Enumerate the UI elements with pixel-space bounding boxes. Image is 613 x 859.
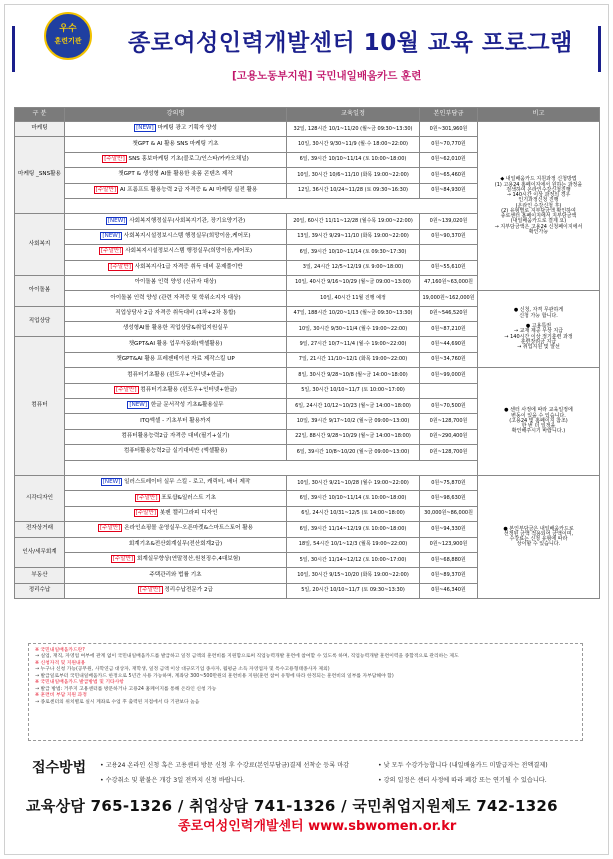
- info-text: → 실업, 재직, 자영업 여부에 관계 없이 국민내일배움카드를 발급하고 일정 금액의 훈련비를 지원함으로써 직업능력개발 훈련에 참여할 수 있도록 하며, 직업능력개발 훈련이력을 종합적으로 관리하는 제도: [35, 654, 459, 660]
- course-cell: [65, 137, 287, 152]
- program-table: [14, 107, 600, 599]
- fee-cell: 0원~65,460원: [420, 168, 478, 183]
- info-text: → 누구나 신청 가능(공무원, 사학연금 대상자, 재학생, 일정 금액 이상 대규모기업 종사자, 월평균 소득 자영업자 및 특수고용형태종사자 제외): [35, 667, 330, 673]
- info-heading: ※ 훈련비 부담 지원 과정: [35, 693, 87, 699]
- category-cell: 컴퓨터: [15, 337, 65, 476]
- course-hours: 10일, 39시간: [296, 417, 328, 424]
- remark-cell: ● 본인부담금은 내일배움카드로 선정된 금액 적용되어 금액이며, 수강료는 신청 유형에 따라 상이할 수 있습니다.: [478, 475, 600, 598]
- schedule-cell: [287, 275, 420, 290]
- category-cell: 마케팅: [15, 122, 65, 137]
- course-hours: 13일, 39시간: [297, 233, 328, 240]
- course-name: 일러스트레이터 실무 스킬 - 로고, 캐릭터, 배너 제작: [124, 479, 251, 486]
- new-badge: [NEW]: [129, 402, 148, 409]
- course-cell: [65, 414, 287, 429]
- course-cell: [65, 445, 287, 460]
- fee-cell: 0원~301,960원: [420, 122, 478, 137]
- schedule-cell: [287, 322, 420, 337]
- logo-text-top: 우수: [59, 24, 77, 34]
- fee-cell: [420, 245, 478, 260]
- fee-cell: 0원~84,930원: [420, 183, 478, 198]
- apply-line-1-left: • 고용24 온라인 신청 혹은 고용센터 방문 신청 후 수강료(본인부담금)결제 선착순 등록 마감: [100, 762, 350, 769]
- course-hours: 10일, 40시간: [320, 294, 351, 301]
- course-schedule: 10/1~11/20 (월~금 09:30~13:30): [328, 125, 413, 132]
- table-row: [15, 475, 600, 490]
- info-text: → 발급일로부터 국민내일배움카드 한정으로 5년간 사용 가능하며, 계좌당 300~500만원의 훈련비용 지원(훈련 참여 유형에 따라 한정되는 훈련비의 일부를 자부담해야 함): [35, 673, 394, 679]
- course-name: 컴퓨터활용능력2급 실기대비반 (엑셀활용): [123, 448, 228, 455]
- schedule-cell: [287, 414, 420, 429]
- course-cell: [65, 368, 287, 383]
- course-schedule: 10/10~11/14 (토 10:00~18:00): [328, 494, 407, 501]
- fee-cell: 30,000원~86,000원: [420, 506, 478, 521]
- course-hours: 6일, 39시간: [299, 156, 327, 163]
- course-schedule: 10/20~1/13 (월~금 09:30~13:30): [328, 310, 413, 317]
- card-info-box: [28, 643, 583, 741]
- course-hours: 18일, 54시간: [298, 541, 330, 548]
- course-schedule: 12/5~12/19 (토 9:00~18:00): [331, 264, 404, 271]
- schedule-cell: [287, 122, 420, 137]
- course-hours: 3일, 24시간: [302, 264, 331, 271]
- course-name: 정리수납전문가 2급: [164, 586, 213, 593]
- category-cell: 부동산: [15, 568, 65, 583]
- contact-phones: 교육상담 765-1326 / 취업상담 741-1326 / 국민취업지원제도 742-1326: [26, 797, 558, 815]
- course-schedule: 10/10~11/7 (토 09:30~13:30): [330, 587, 405, 594]
- table-row: [15, 368, 600, 383]
- fee-cell: 0원~128,700원: [420, 445, 478, 460]
- weekend-badge: [주말반]: [140, 586, 161, 593]
- table-row: [15, 460, 600, 475]
- schedule-cell: [287, 537, 420, 552]
- course-cell: [65, 552, 287, 567]
- schedule-cell: [287, 306, 420, 321]
- course-cell: [65, 568, 287, 583]
- course-schedule: 9/30~11/9 (월·수 18:00~22:00): [330, 140, 408, 147]
- schedule-cell: [287, 552, 420, 567]
- course-name: 챗GPT&AI 활용 프레젠테이션 자료 제작스킬 UP: [116, 356, 235, 363]
- schedule-cell: [287, 260, 420, 275]
- course-schedule: 11월 진행 예정: [352, 294, 386, 301]
- fee-cell: 0원~62,010원: [420, 152, 478, 167]
- fee-cell: 0원~70,770원: [420, 137, 478, 152]
- course-cell: [65, 583, 287, 598]
- category-cell: 정리수납: [15, 583, 65, 598]
- course-name: ITQ엑셀 - 기초부터 활용까지: [140, 417, 211, 424]
- course-cell: [65, 260, 287, 275]
- table-header-row: [15, 108, 600, 122]
- course-hours: 10일, 30시간: [298, 325, 330, 332]
- schedule-cell: [287, 583, 420, 598]
- apply-line-1-right: • 낮 모두 수강가능합니다 (내일배움카드 미발급자는 전액결제): [378, 762, 548, 769]
- course-cell: [65, 229, 287, 244]
- fee-cell: 0원~99,000원: [420, 368, 478, 383]
- weekend-badge: [주말반]: [99, 525, 121, 532]
- weekend-badge: [주말반]: [95, 186, 117, 193]
- course-hours: 5일, 20시간: [301, 587, 329, 594]
- new-badge: [NEW]: [102, 233, 121, 239]
- excellence-badge-logo: [44, 12, 92, 60]
- course-schedule: 9/28~10/8 (월~금 14:00~18:00): [327, 371, 408, 378]
- course-cell: [65, 152, 287, 167]
- weekend-badge: [주말반]: [100, 248, 122, 255]
- course-cell: [65, 475, 287, 490]
- course-schedule: 11/10~12/1 (화목 19:00~22:00): [327, 356, 408, 363]
- schedule-cell: [287, 291, 420, 306]
- course-name: 회계실무향상(연말정산,원천징수,4대보험): [137, 556, 241, 563]
- course-hours: 10일, 30시간: [297, 479, 328, 486]
- course-name: 봇펜 캘리그라피 디자인: [159, 510, 218, 517]
- course-cell: [65, 337, 287, 352]
- course-cell: [65, 322, 287, 337]
- fee-cell: 0원~139,020원: [420, 214, 478, 229]
- category-cell: 인사/세무회계: [15, 537, 65, 568]
- course-schedule: 10/24~11/28 (토 09:30~16:30): [330, 187, 408, 194]
- new-badge: [NEW]: [136, 125, 154, 132]
- schedule-cell: [287, 352, 420, 367]
- title-bar-right: [598, 26, 601, 72]
- schedule-cell: [287, 399, 420, 414]
- course-cell: [65, 168, 287, 183]
- course-name: 챗GPT&AI 활용 업무자동화(엑셀활용): [128, 340, 223, 347]
- course-cell: [65, 306, 287, 321]
- fee-cell: 47,160원~63,000원: [420, 275, 478, 290]
- course-name: 컴퓨터활용능력2급 자격증 대비(필기+실기): [121, 433, 230, 440]
- fee-cell: 0원~128,700원: [420, 414, 478, 429]
- course-hours: 6일, 39시간: [296, 448, 324, 455]
- apply-method-title: 접수방법: [32, 760, 87, 776]
- course-name: 직업상담사 2급 자격증 취득대비 (1차+2차 통합): [115, 309, 236, 316]
- course-schedule: 10/6~11/10 (화목 19:00~22:00): [329, 171, 409, 178]
- weekend-badge: [주말반]: [110, 263, 131, 270]
- remark-cell: ◆ 내일배움카드 지원과정 신청방법 (1) 고용24 홈페이지에서 원하는 과정을 검색하여 온라인수강신청진행 → 140시간 이상 과정의 경우 인기과정신청 진행 (온라인 수강신청 후) (2) 유형별로 지부담금액 확인하여 종로센터 홈페이지에서 지부담금액 (내일배움카드로 결제 요) → 지부담금액은 고용24 신청페이지에서 확인가능: [478, 122, 600, 291]
- info-text: → 종로센터의 위치별로 실시 계좌로 수업 후 출력된 지점에서 타 기관보다 높음: [35, 699, 200, 705]
- fee-cell: [420, 383, 478, 398]
- fee-cell: 0원~123,900원: [420, 537, 478, 552]
- category-cell: 시각디자인: [15, 475, 65, 521]
- course-schedule: 10/10~11/7 (토 10:00~17:00): [330, 387, 405, 394]
- page-title: 종로여성인력개발센터 10월 교육 프로그램: [128, 30, 573, 56]
- new-badge: [NEW]: [107, 217, 126, 224]
- weekend-badge: [주말반]: [116, 386, 137, 393]
- course-schedule: 9/29~11/10 (화목 19:00~22:00): [329, 233, 409, 240]
- weekend-badge: [주말반]: [136, 494, 158, 501]
- fee-cell: 0원~34,760원: [420, 352, 478, 367]
- course-name: 챗GPT & 생성형 AI를 활용한 숏폼 콘텐츠 제작: [118, 171, 233, 178]
- course-schedule: 11/14~12/19 (토 10:00~18:00): [328, 525, 407, 532]
- schedule-cell: [287, 491, 420, 506]
- course-schedule: 9/30~11/4 (월수 19:00~22:00): [330, 325, 408, 332]
- course-hours: 6일, 39시간: [299, 525, 327, 532]
- course-name: 사회복지시설정보시스템 행정실무(희망이음,케어포): [125, 248, 253, 255]
- website-link[interactable]: 종로여성인력개발센터 www.sbwomen.or.kr: [178, 819, 457, 834]
- header-course: 강의명: [65, 108, 287, 122]
- course-schedule: 10/31~12/5 (토 14:00~18:00): [330, 510, 405, 517]
- course-name: 온라인쇼핑몰 운영실무-오픈마켓&스마트스토어 활용: [124, 525, 254, 532]
- course-hours: 5일, 30시간: [301, 387, 329, 394]
- fee-cell: 0원~90,370원: [420, 229, 478, 244]
- fee-cell: 0원~70,500원: [420, 399, 478, 414]
- course-hours: 5일, 30시간: [299, 556, 327, 563]
- course-hours: 32일, 128시간: [293, 125, 328, 132]
- info-heading: ※ 국민내일배움카드란?: [35, 648, 85, 653]
- title-bar-left: [12, 26, 15, 72]
- schedule-cell: [287, 522, 420, 537]
- info-heading: ※ 국민내일배움카드 발급방법 및 기타사항: [35, 680, 124, 686]
- course-name: 사회복지행정실무(사회복지기관, 장기요양기관): [129, 217, 246, 224]
- course-schedule: 11/11~12/28 (월수목 19:00~22:00): [325, 217, 413, 224]
- course-schedule: 9/16~10/29 (월~금 09:00~13:00): [327, 279, 411, 286]
- course-hours: 12일, 36시간: [298, 187, 329, 194]
- course-name: 사회복지사1급 자격증 취득 대비 문제풀이반: [134, 263, 243, 270]
- course-hours: 6일, 39시간: [299, 494, 327, 501]
- schedule-cell: [287, 337, 420, 352]
- fee-cell: 0원~94,330원: [420, 522, 478, 537]
- fee-cell: 0원~46,340원: [420, 583, 478, 598]
- schedule-cell: [287, 506, 420, 521]
- course-hours: 10일, 30시간: [298, 140, 329, 147]
- course-schedule: 10/12~10/23 (월~금 14:00~18:00): [323, 402, 411, 409]
- course-cell: [65, 291, 287, 306]
- weekend-badge: [주말반]: [135, 510, 157, 517]
- course-cell: [65, 506, 287, 521]
- course-hours: 9일, 27시간: [299, 341, 327, 348]
- course-schedule: 10/1~12/3 (월목 19:00~22:00): [330, 541, 408, 548]
- course-cell: [65, 352, 287, 367]
- logo-text-bottom: 훈련기관: [54, 37, 82, 45]
- fee-cell: 0원~44,690원: [420, 337, 478, 352]
- course-schedule: 9/21~10/28 (월수 19:00~22:00): [329, 479, 409, 486]
- course-hours: 10일, 40시간: [295, 279, 326, 286]
- fee-cell: 19,000원~162,000원: [420, 291, 478, 306]
- category-cell: 아이돌봄: [15, 275, 65, 306]
- course-hours: 6일, 24시간: [295, 402, 323, 409]
- category-cell: 사회복지: [15, 214, 65, 276]
- fee-cell: 0원~75,870원: [420, 475, 478, 490]
- course-name: 챗GPT & AI 활용 SNS 마케팅 기초: [132, 140, 219, 147]
- course-schedule: 9/15~10/20 (화목 19:00~22:00): [329, 571, 409, 578]
- course-cell: [65, 183, 287, 198]
- apply-line-2-left: • 수강취소 및 환불은 개강 3일 전까지 신청 바랍니다.: [100, 777, 245, 784]
- schedule-cell: [287, 445, 420, 460]
- header-fee: 본인부담금: [420, 108, 478, 122]
- info-heading: ※ 신청자격 및 지원내용: [35, 660, 86, 666]
- course-schedule: 10/8~10/20 (월~금 09:00~13:00): [325, 448, 410, 455]
- course-schedule: 11/14~12/12 (토 10:00~17:00): [328, 556, 407, 563]
- course-cell: [65, 383, 287, 398]
- course-name: 생성형AI를 활용한 직업상담&취업지원실무: [122, 325, 229, 332]
- fee-cell: 0원~87,210원: [420, 322, 478, 337]
- course-schedule: 10/10~11/14 (토 09:30~17:30): [328, 248, 407, 255]
- remark-cell: ● 신청, 자격 무관하게 신청 가능 합니다. ● 고용특권 → 교재 제공 무상 지급 → 140시간 이상 정기훈련 과정 훈련장려금 지급 → 취업지원 및 알선: [478, 291, 600, 368]
- course-name: 아이돌봄 인력 양성 (관련 자격증 및 학위소지자 대상): [110, 294, 241, 301]
- schedule-cell: [287, 183, 420, 198]
- course-hours: 20일, 60시간: [293, 217, 324, 224]
- schedule-cell: [287, 429, 420, 444]
- fee-cell: 0원~89,370원: [420, 568, 478, 583]
- course-name: 마케팅 광고 기획자 양성: [157, 125, 217, 132]
- fee-cell: 0원~98,630원: [420, 491, 478, 506]
- course-schedule: 9/17~10/2 (월~금 09:00~13:00): [328, 417, 410, 424]
- header-schedule: 교육일정: [287, 108, 420, 122]
- course-name: AI 프롬프트 활용능력 2급 자격증 & AI 마케팅 실전 활용: [119, 186, 258, 193]
- course-cell: [65, 522, 287, 537]
- fee-cell: 0원~55,610원: [420, 260, 478, 275]
- table-row: [15, 291, 600, 306]
- table-body: [15, 122, 600, 599]
- schedule-cell: [287, 475, 420, 490]
- page-subtitle: [고용노동부지원] 국민내일배움카드 훈련: [232, 70, 422, 82]
- schedule-cell: [287, 245, 420, 260]
- schedule-cell: [287, 568, 420, 583]
- course-name: 컴퓨터기초활용 (윈도우+인터넷+한글): [127, 371, 224, 378]
- course-cell: [65, 245, 287, 260]
- course-hours: 10일, 30시간: [297, 171, 328, 178]
- category-cell: 마케팅 _SNS활용: [15, 137, 65, 214]
- course-cell: [65, 399, 287, 414]
- fee-cell: 0원~68,880원: [420, 552, 478, 567]
- course-cell: [65, 214, 287, 229]
- course-name: SNS 홍보마케팅 기초(블로그/인스타/카카오채널): [128, 156, 249, 163]
- course-schedule: 9/28~10/29 (월~금 14:00~18:00): [327, 433, 411, 440]
- course-name: 사회복지시설정보시스템 행정실무(희망이음,케어포): [123, 233, 251, 239]
- course-hours: 7일, 21시간: [298, 356, 327, 363]
- spacer-cell: [65, 460, 600, 475]
- new-badge: [NEW]: [102, 479, 121, 486]
- course-cell: [65, 429, 287, 444]
- category-cell: 직업상담: [15, 306, 65, 337]
- course-name: 회계기초&전산회계실무(전산회계2급): [128, 540, 223, 547]
- weekend-badge: [주말반]: [104, 156, 125, 163]
- course-hours: 47일, 188시간: [293, 310, 328, 317]
- fee-cell: 0원~290,400원: [420, 429, 478, 444]
- schedule-cell: [287, 152, 420, 167]
- course-name: 주택관리와 법률 기초: [149, 571, 202, 578]
- remark-cell: ● 센터 사정에 따라 교육일정에 변동이 있을 수 있습니다. (고용24 및 홈페이지 참조) 한 번 더 일정을 확인해주시기 바랍니다.): [478, 368, 600, 476]
- schedule-cell: [287, 137, 420, 152]
- schedule-cell: [287, 229, 420, 244]
- schedule-cell: [287, 214, 420, 229]
- course-cell: [65, 122, 287, 137]
- fee-cell: 0원~546,520원: [420, 306, 478, 321]
- header-notes: 비고: [478, 108, 600, 122]
- header: [0, 0, 613, 100]
- schedule-cell: [287, 168, 420, 183]
- course-name: 한글 문서작성 기초&활용실무: [150, 402, 224, 409]
- course-schedule: 10/7~11/4 (월·수 19:00~22:00): [328, 341, 407, 348]
- course-cell: [65, 537, 287, 552]
- schedule-cell: [287, 368, 420, 383]
- category-cell: 전자상거래: [15, 522, 65, 537]
- schedule-cell: [287, 383, 420, 398]
- course-hours: 22일, 88시간: [295, 433, 326, 440]
- course-hours: 6일, 24시간: [301, 510, 329, 517]
- table-row: [15, 122, 600, 137]
- course-cell: [65, 491, 287, 506]
- course-name: 컴퓨터기초활용 (윈도우+인터넷+한글): [140, 386, 237, 393]
- course-name: 포토샵&일러스트 기초: [161, 494, 217, 501]
- weekend-badge: [주말반]: [112, 556, 134, 563]
- course-hours: 8일, 30시간: [298, 371, 326, 378]
- course-cell: [65, 275, 287, 290]
- course-schedule: 10/10~11/14 (토 10:00~18:00): [328, 156, 407, 163]
- header-category: 구 분: [15, 108, 65, 122]
- course-hours: 6일, 39시간: [299, 248, 327, 255]
- course-name: 아이돌봄 인력 양성 (신규자 대상): [134, 279, 217, 286]
- info-text: → 발급 방법: 거주지 고용센터를 방문하거나 고용24 홈페이지를 통해 온라인 신청 가능: [35, 686, 217, 692]
- apply-line-2-right: • 강의 일정은 센터 사정에 따라 폐강 또는 연기될 수 있습니다.: [378, 777, 547, 784]
- course-hours: 10일, 30시간: [297, 571, 328, 578]
